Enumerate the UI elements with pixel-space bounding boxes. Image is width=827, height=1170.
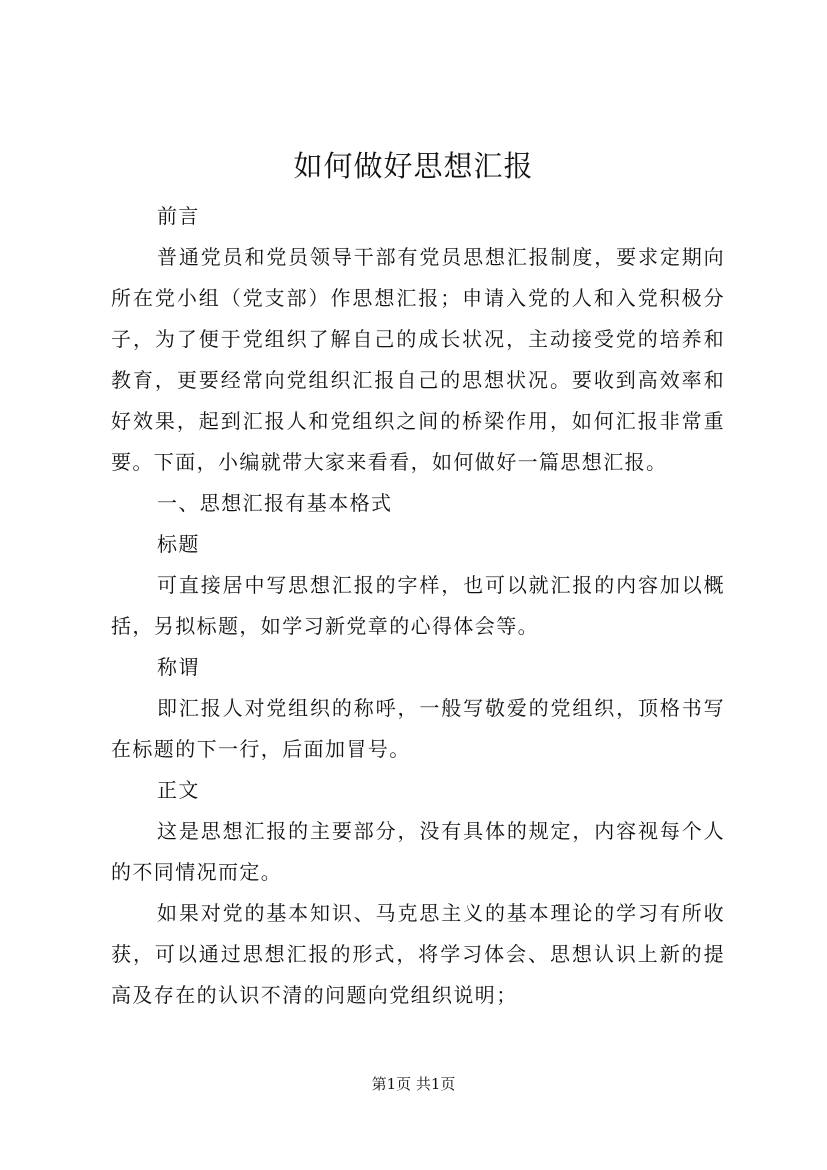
paragraph-title-desc: 可直接居中写思想汇报的字样，也可以就汇报的内容加以概括，另拟标题，如学习新党章的心得体会等。 (111, 573, 725, 638)
paragraph-study-report: 如果对党的基本知识、马克思主义的基本理论的学习有所收获，可以通过思想汇报的形式，将学习体会、思想认识上新的提高及存在的认识不清的问题向党组织说明； (111, 901, 725, 1007)
section-heading-preface: 前言 (157, 204, 200, 228)
paragraph-salutation-desc: 即汇报人对党组织的称呼，一般写敬爱的党组织，顶格书写在标题的下一行，后面加冒号。 (111, 696, 725, 761)
paragraph-body-desc: 这是思想汇报的主要部分，没有具体的规定，内容视每个人的不同情况而定。 (111, 819, 725, 884)
page-footer: 第1页 共1页 (371, 1075, 456, 1093)
subheading-body: 正文 (157, 778, 200, 802)
document-title: 如何做好思想汇报 (293, 149, 534, 183)
section-heading-format: 一、思想汇报有基本格式 (157, 491, 393, 515)
subheading-title: 标题 (157, 532, 200, 556)
subheading-salutation: 称谓 (157, 655, 200, 679)
paragraph-intro: 普通党员和党员领导干部有党员思想汇报制度，要求定期向所在党小组（党支部）作思想汇报；申请入党的人和入党积极分子，为了便于党组织了解自己的成长状况，主动接受党的培养和教育，更要经常向党组织汇报自己的思想状况。要收到高效率和好效果，起到汇报人和党组织之间的桥梁作用，如何汇报非常重要。下面，小编就带大家来看看，如何做好一篇思想汇报。 (111, 245, 725, 474)
document-body (111, 196, 725, 1016)
